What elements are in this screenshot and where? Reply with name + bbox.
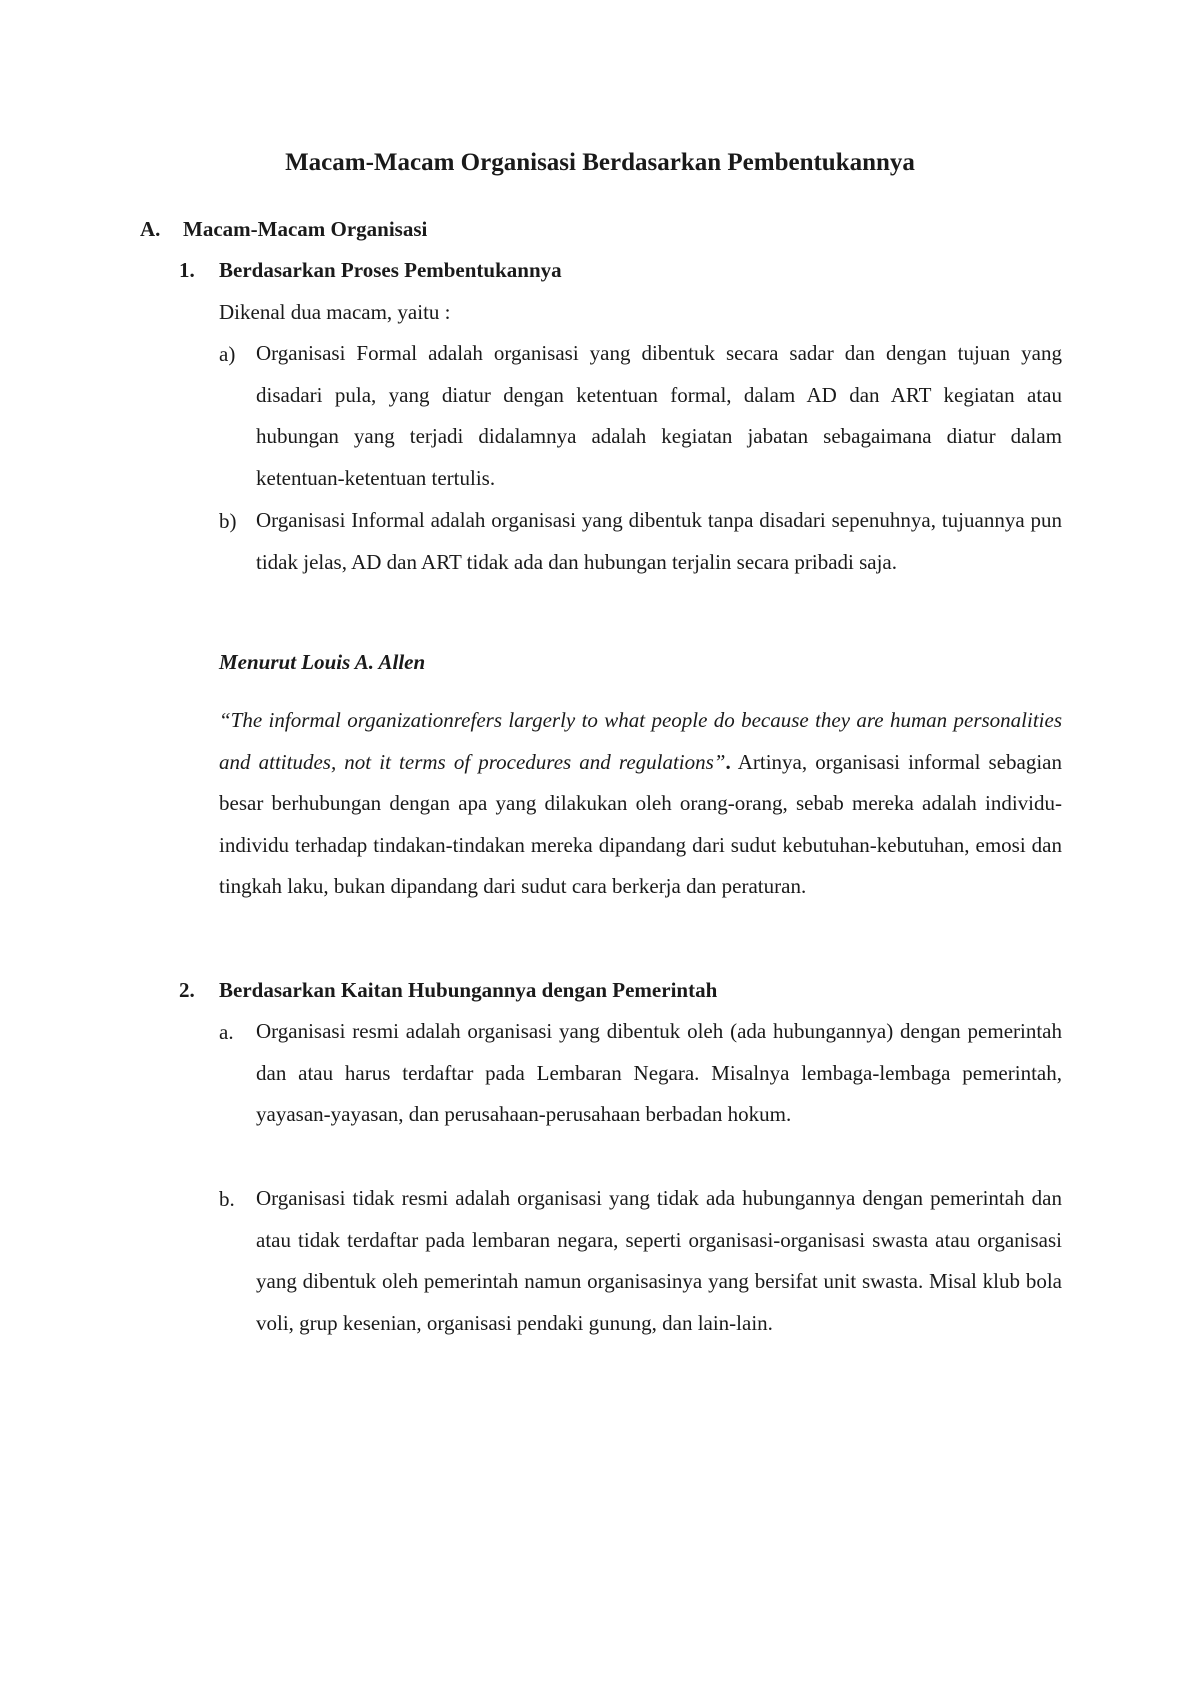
item-2-sub-b-marker: b. bbox=[219, 1187, 235, 1211]
item-2-heading: Berdasarkan Kaitan Hubungannya dengan Pemerintah bbox=[219, 978, 718, 1002]
item-1-heading: Berdasarkan Proses Pembentukannya bbox=[219, 258, 562, 282]
quote-paragraph bbox=[219, 700, 1062, 908]
item-2-marker: 2. bbox=[179, 978, 195, 1002]
item-1-sub-a-marker: a) bbox=[219, 342, 236, 366]
item-2-sub-a-text: Organisasi resmi adalah organisasi yang dibentuk oleh (ada hubungannya) dengan pemerintah dan atau harus terdaftar pada Lembaran Negara. Misalnya lembaga-lembaga pemerintah, yayasan-yayasan, dan perusahaan-perusahaan berbadan hokum. bbox=[256, 1019, 1062, 1127]
item-1-intro: Dikenal dua macam, yaitu : bbox=[219, 300, 451, 324]
item-1-marker: 1. bbox=[179, 258, 195, 282]
item-1-sub-a-text: Organisasi Formal adalah organisasi yang dibentuk secara sadar dan dengan tujuan yang disadari pula, yang diatur dengan ketentuan formal, dalam AD dan ART kegiatan atau hubungan yang terjadi didalamnya adalah kegiatan jabatan sebagaimana diatur dalam ketentuan-ketentuan tertulis. bbox=[256, 341, 1062, 490]
item-1-sub-b-marker: b) bbox=[219, 509, 237, 533]
section-a-heading: Macam-Macam Organisasi bbox=[183, 217, 428, 241]
item-2-sub-b-text: Organisasi tidak resmi adalah organisasi yang tidak ada hubungannya dengan pemerintah dan atau tidak terdaftar pada lembaran negara, seperti organisasi-organisasi swasta atau organisasi yang dibentuk oleh pemerintah namun organisasinya yang bersifat unit swasta. Misal klub bola voli, grup kesenian, organisasi pendaki gunung, dan lain-lain. bbox=[256, 1186, 1062, 1335]
item-2-sub-a-marker: a. bbox=[219, 1020, 234, 1044]
quote-explanation: Artinya, organisasi informal sebagian besar berhubungan dengan apa yang dilakukan oleh orang-orang, sebab mereka adalah individu-individu terhadap tindakan-tindakan mereka dipandang dari sudut kebutuhan-kebutuhan, emosi dan tingkah laku, bukan dipandang dari sudut cara berkerja dan peraturan. bbox=[219, 749, 1062, 899]
quote-heading: Menurut Louis A. Allen bbox=[219, 650, 426, 674]
quote-text: “The informal organizationrefers largerly to what people do because they are human personalities and attitudes, not it terms of procedures and regulations” bbox=[219, 708, 1062, 774]
quote-end: . bbox=[725, 749, 731, 774]
document-title: Macam-Macam Organisasi Berdasarkan Pembentukannya bbox=[285, 149, 915, 176]
section-a-marker: A. bbox=[140, 217, 161, 241]
item-1-sub-b-text: Organisasi Informal adalah organisasi yang dibentuk tanpa disadari sepenuhnya, tujuannya pun tidak jelas, AD dan ART tidak ada dan hubungan terjalin secara pribadi saja. bbox=[256, 508, 1062, 574]
